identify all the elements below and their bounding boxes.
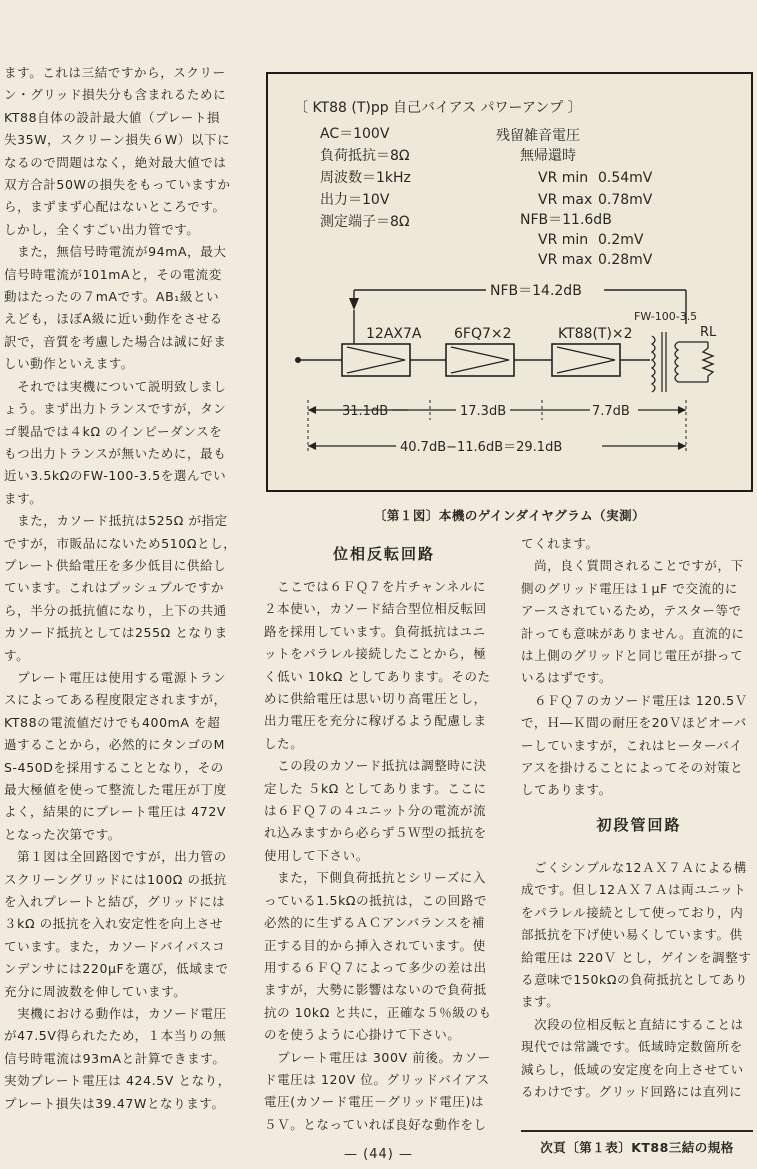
- text-line: 動はたったの７mAです。AB₁級とい: [4, 289, 220, 305]
- text-line: ますが，大勢に影響はないので負荷抵: [264, 982, 487, 998]
- text-line: 最大極値を使って整流した電圧が丁度: [4, 782, 227, 797]
- input-terminal: [295, 357, 301, 363]
- text-line: 次段の位相反転と直結にすることは: [521, 1016, 744, 1032]
- stage2-box: [446, 344, 514, 376]
- text-line: ゴ製品では４kΩ のインピーダンスを: [4, 423, 223, 439]
- text-line: しい動作といえます。: [4, 356, 135, 372]
- body-text-middle-column: [264, 576, 504, 1136]
- text-line: 電圧(カソード電圧－グリッド電圧)は: [264, 1094, 485, 1110]
- text-line: もつ出力トランスが無いために，最も: [4, 445, 227, 461]
- body-text-left-column: [4, 62, 254, 1115]
- vr-max-label-open: VR max: [538, 192, 593, 208]
- text-line: 抗の 10kΩ と共に，正確な５％級のも: [264, 1004, 492, 1020]
- text-line: で，Ｈ―Ｋ間の耐圧を20Ｖほどオーバ: [521, 715, 747, 731]
- text-line: カソード抵抗としては255Ω となりま: [4, 625, 228, 641]
- condition-frequency: 周波数＝1kHz: [320, 170, 411, 186]
- stage1-gain: 31.1dB: [342, 404, 389, 419]
- text-line: スクリーングリッドには100Ω の抵抗: [4, 871, 227, 887]
- text-line: 減らし，低域の安定度を向上させてい: [521, 1061, 744, 1077]
- right-column-bottom-text: [521, 857, 757, 1103]
- vr-min-label-nfb: VR min: [538, 232, 589, 248]
- text-line: スによってある程度限定されますが，: [4, 692, 227, 708]
- stage1-triangle: [347, 347, 405, 373]
- text-line: プレート電圧は 300V 前後。カソー: [264, 1049, 491, 1065]
- text-line: ごくシンプルな12ＡＸ７Ａによる構: [521, 859, 747, 875]
- vr-min-open: 0.54mV: [598, 170, 653, 186]
- text-line: S-450Dを採用することとなり，その: [4, 759, 224, 775]
- text-line: く低い 10kΩ としてあります。そのた: [264, 668, 491, 684]
- section-heading-first-stage: 初段管回路: [596, 816, 682, 834]
- text-line: しかし，全くすごい出力管です。: [4, 221, 200, 237]
- text-line: 必然的に生ずるＡＣアンバランスを補: [264, 915, 485, 931]
- text-line: えども，ほぼA級に近い動作をさせる: [4, 311, 223, 327]
- text-line: 部抵抗を下げ使い易くしています。供: [521, 927, 743, 943]
- gain1-arrowhead: [308, 406, 316, 414]
- nfb-loop-label: NFB＝14.2dB: [490, 283, 582, 299]
- total-arrowhead-right: [678, 442, 686, 450]
- total-gain: 40.7dB−11.6dB＝29.1dB: [400, 440, 563, 455]
- text-line: よく，結果的にプレート電圧は 472V: [4, 804, 227, 820]
- text-line: ーしていますが，これはヒーターバイ: [521, 737, 743, 753]
- text-line: ら，半分の抵抗値になり，上下の共通: [4, 602, 227, 618]
- text-line: 実機における動作は，カソード電圧: [4, 1006, 227, 1022]
- text-line: また，カソード抵抗は525Ω が指定: [4, 513, 228, 529]
- text-line: す。: [4, 647, 30, 663]
- total-arrowhead-left: [308, 442, 316, 450]
- text-line: てくれます。: [521, 536, 599, 551]
- tube2-label: 6FQ7×2: [454, 326, 512, 342]
- vr-max-nfb: 0.28mV: [598, 252, 653, 268]
- nfb-amount: NFB＝11.6dB: [520, 212, 612, 228]
- text-line: ています。これはプッシュプルですか: [4, 580, 225, 596]
- text-line: となった次第です。: [4, 826, 121, 842]
- text-line: 訳で，音質を考慮した場合は誠に好ま: [4, 333, 227, 349]
- figure-caption: 〔第１図〕本機のゲインダイヤグラム（実測）: [373, 508, 646, 523]
- text-line: プレート損失は39.47Wとなります。: [4, 1095, 225, 1111]
- right-column-top-text: [521, 533, 757, 802]
- text-line: ています。また，カソードバイパスコ: [4, 938, 226, 954]
- condition-load: 負荷抵抗＝8Ω: [320, 148, 410, 164]
- text-line: ます。: [4, 490, 43, 506]
- text-line: した。: [264, 735, 304, 751]
- text-line: 第１図は全回路図ですが，出力管の: [4, 849, 227, 865]
- text-line: れ込みますから必らず５Ｗ型の抵抗を: [264, 825, 487, 841]
- text-line: プレート供給電圧を多少低目に供給し: [4, 557, 227, 573]
- stage3-box: [552, 344, 620, 376]
- text-line: 成です。但し12ＡＸ７Ａは両ユニット: [521, 882, 747, 898]
- text-line: ンデンサには220μFを選び，低域まで: [4, 961, 229, 977]
- text-line: っている1.5kΩの抵抗は，この回路で: [264, 892, 488, 908]
- text-line: ます。: [521, 994, 560, 1010]
- noise-subtitle: 無帰還時: [520, 148, 576, 164]
- text-line: 尚，良く質問されることですが，下: [521, 558, 744, 574]
- text-line: ６ＦＱ７のカソード電圧は 120.5Ｖ: [521, 692, 748, 708]
- text-line: 充分に周波数を伸しています。: [4, 983, 187, 999]
- text-line: 実効プレート電圧は 424.5V となり，: [4, 1073, 231, 1089]
- text-line: 出力電圧を充分に稼げるよう配慮しま: [264, 713, 487, 729]
- text-line: ですが，市販品にないため510Ωとし，: [4, 535, 237, 551]
- text-line: ５Ｖ。となっていれば良好な動作をし: [264, 1116, 487, 1132]
- stage1-box: [342, 344, 410, 376]
- text-line: なるので問題はなく，絶対最大値では: [4, 154, 227, 170]
- text-line: また，無信号時電流が94mA，最大: [4, 244, 227, 260]
- tube3-label: KT88(T)×2: [558, 326, 633, 342]
- text-line: 路を採用しています。負荷抵抗はユニ: [264, 623, 486, 639]
- section-heading-phase-inverter: 位相反転回路: [332, 545, 435, 563]
- text-line: 給電圧は 220Ｖ とし，ゲインを調整す: [521, 949, 752, 965]
- text-line: 近い3.5kΩのFW-100-3.5を選んでい: [4, 468, 227, 484]
- vr-min-label-open: VR min: [538, 170, 589, 186]
- gain3-arrowhead: [678, 406, 686, 414]
- text-line: KT88自体の設計最大値（プレート損: [4, 109, 221, 125]
- vr-max-label-nfb: VR max: [538, 252, 593, 268]
- text-line: は６ＦＱ７の４ユニット分の電流が流: [264, 803, 487, 819]
- text-line: また，下側負荷抵抗とシリーズに入: [264, 870, 487, 886]
- stage2-triangle: [451, 347, 509, 373]
- transformer-primary: [652, 336, 655, 392]
- text-line: 信号時電流が101mAと，その電流変: [4, 266, 222, 282]
- text-line: 信号時電流は93mAと計算できます。: [4, 1050, 226, 1066]
- stage3-triangle: [557, 347, 615, 373]
- text-line: ます。これは三結ですから，スクリー: [4, 65, 226, 80]
- text-line: アスを掛けることによってその対策と: [521, 760, 744, 776]
- text-line: 定した ５kΩ としてあります。ここに: [264, 780, 487, 796]
- next-page-table-note: 次頁〔第１表〕KT88三結の規格: [521, 1130, 753, 1156]
- text-line: は上側のグリッドと同じ電圧が掛って: [521, 648, 744, 664]
- text-line: る意味で150kΩの負荷抵抗としてあり: [521, 971, 749, 987]
- condition-terminal: 測定端子＝8Ω: [320, 214, 410, 230]
- load-resistor: [703, 342, 713, 382]
- transformer-label: FW-100-3.5: [634, 310, 698, 323]
- text-line: ここでは６ＦＱ７を片チャンネルに: [264, 579, 486, 594]
- condition-output: 出力＝10V: [320, 192, 390, 208]
- gain-diagram-figure: [266, 72, 753, 492]
- stage2-gain: 17.3dB: [460, 404, 507, 419]
- text-line: いるはずです。: [521, 670, 613, 686]
- text-line: この段のカソード抵抗は調整時に決: [264, 758, 487, 774]
- text-line: ２本使い，カソード結合型位相反転回: [264, 601, 487, 617]
- text-line: 用する６ＦＱ７によって多少の差は出: [264, 959, 487, 975]
- text-line: ド電圧は 120V 位。グリッドバイアス: [264, 1071, 490, 1087]
- text-line: を入れプレートと結び，グリッドには: [4, 894, 226, 910]
- stage3-gain: 7.7dB: [592, 404, 630, 419]
- text-line: 側のグリッド電圧は１μF で交流的に: [521, 580, 738, 596]
- figure-title: 〔 KT88 (T)pp 自己バイアス パワーアンプ 〕: [294, 100, 582, 116]
- text-line: るわけです。グリッド回路には直列に: [521, 1083, 743, 1099]
- text-line: プレート電圧は使用する電源トラン: [4, 669, 227, 685]
- noise-title: 残留雑音電圧: [496, 128, 580, 144]
- text-line: アースされているため，テスター等で: [521, 603, 742, 619]
- gain-diagram: [268, 74, 751, 490]
- feedback-arrowhead: [349, 298, 359, 310]
- text-line: 使用して下さい。: [264, 847, 369, 863]
- text-line: してあります。: [521, 782, 612, 798]
- text-line: ら，まずまず心配はないところです。: [4, 199, 226, 215]
- text-line: それでは実機について説明致しまし: [4, 378, 227, 394]
- text-line: をパラレル接続として使っており，内: [521, 904, 744, 920]
- vr-min-nfb: 0.2mV: [598, 232, 644, 248]
- text-line: ットをパラレル接続したことから，極: [264, 646, 487, 662]
- text-line: が47.5V得られたため，１本当りの無: [4, 1028, 227, 1044]
- transformer-secondary: [675, 342, 678, 382]
- text-line: 計っても意味がありません。直流的に: [521, 625, 745, 641]
- text-line: KT88の電流値だけでも400mA を超: [4, 714, 221, 730]
- text-line: 失35W，スクリーン損失６W）以下に: [4, 132, 231, 148]
- text-line: のを使うように心掛けて下さい。: [264, 1027, 461, 1043]
- text-line: めに供給電圧は思い切り高電圧とし，: [264, 691, 487, 707]
- condition-ac: AC＝100V: [320, 126, 390, 142]
- page-number: — (44) —: [344, 1147, 413, 1162]
- text-line: 正する目的から挿入されています。使: [264, 937, 486, 953]
- text-line: 双方合計50Wの損失をもっていますか: [4, 177, 231, 193]
- text-line: ３kΩ の抵抗を入れ安定性を向上させ: [4, 916, 224, 932]
- text-line: ン・グリッド損失分も含まれるために: [4, 87, 227, 103]
- text-line: ょう。まず出力トランスですが，タン: [4, 401, 227, 417]
- text-line: 現代では常識です。低域時定数箇所を: [521, 1039, 743, 1055]
- tube1-label: 12AX7A: [366, 326, 422, 342]
- text-line: 過することから，必然的にタンゴのM: [4, 737, 225, 753]
- vr-max-open: 0.78mV: [598, 192, 653, 208]
- load-label: RL: [700, 325, 717, 340]
